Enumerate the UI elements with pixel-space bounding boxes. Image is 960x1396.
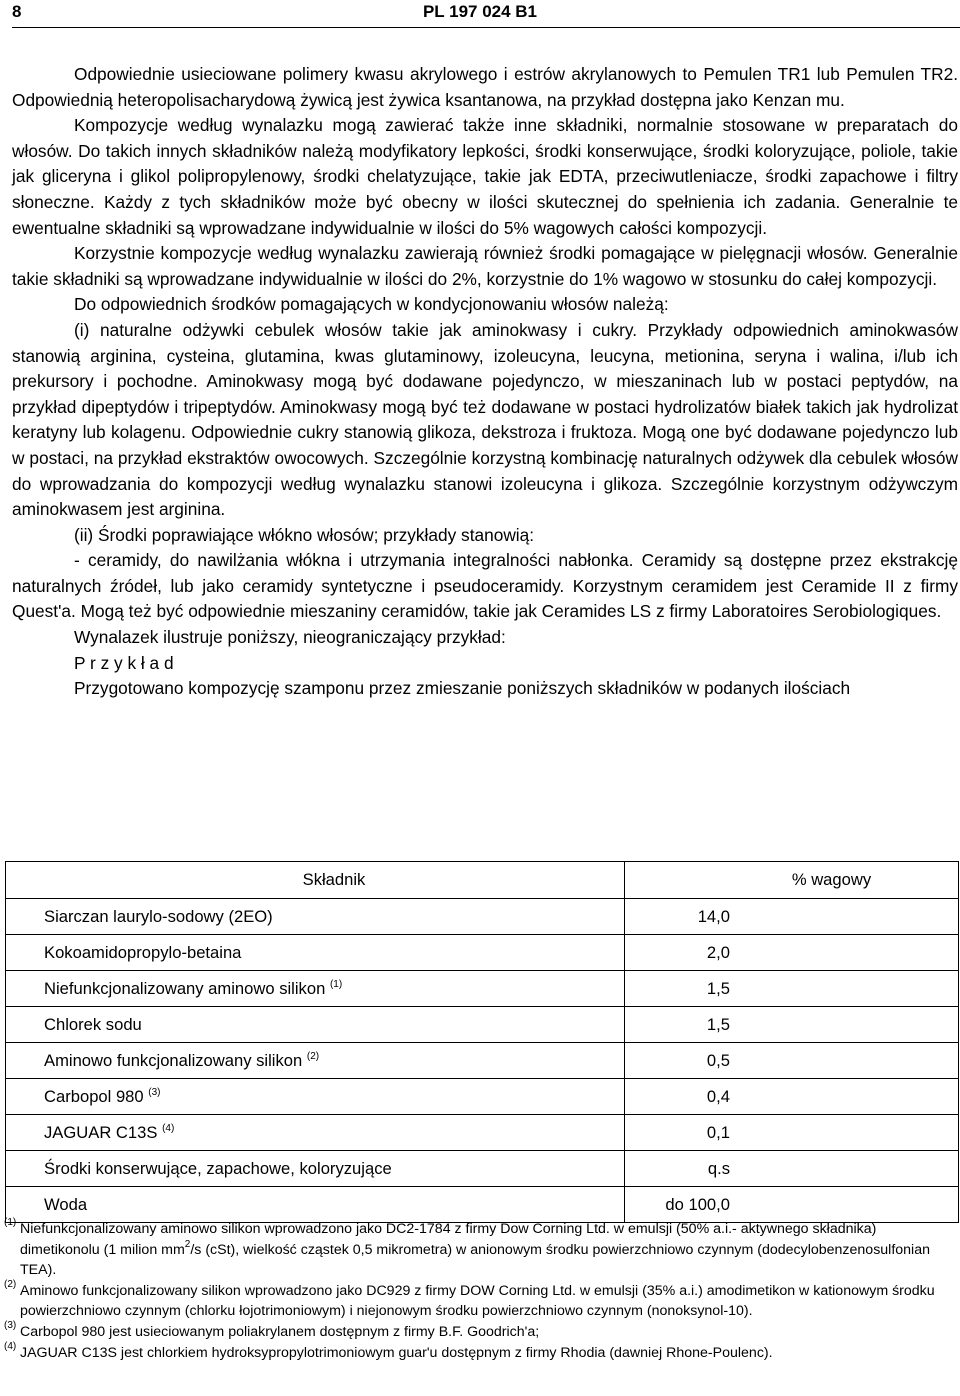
page-header: [0, 2, 960, 26]
paragraph: Do odpowiednich środków pomagających w kondycjonowaniu włosów należą:: [74, 294, 669, 315]
paragraph: Przygotowano kompozycję szamponu przez zmieszanie poniższych składników w podanych ilościach: [74, 678, 851, 699]
footnote-ref: (3): [148, 1086, 161, 1098]
ingredient-cell: Chlorek sodu: [6, 1007, 625, 1043]
paragraph: - ceramidy, do nawilżania włókna i utrzymania integralności nabłonka. Ceramidy są dostępne przez ekstrakcję naturalnych źródeł, lub jako ceramidy syntetyczne i pseudoceramidy. Korzystnym ceramidem jest Ceramide II z firmy Quest'a. Mogą też być odpowiednie mieszaniny ceramidów, takie jak Ceramides LS z firmy Laboratoires Serobiologiques.: [12, 550, 958, 622]
value-cell: 0,5: [625, 1043, 959, 1079]
value-cell: q.s: [625, 1151, 959, 1187]
ingredient-cell: Siarczan laurylo-sodowy (2EO): [6, 899, 625, 935]
page-number: 8: [12, 2, 22, 21]
footnote-ref: (1): [329, 978, 343, 990]
value-cell: 14,0: [625, 899, 959, 935]
table-header-row: [6, 862, 959, 899]
table-row: [6, 899, 959, 935]
value-cell: 0,1: [625, 1115, 959, 1151]
value-cell: 1,5: [625, 1007, 959, 1043]
ingredient-cell: Niefunkcjonalizowany aminowo silikon $^{(1)}$: [6, 971, 625, 1007]
table-row: [6, 1151, 959, 1187]
composition-table: [5, 861, 959, 1223]
footnote-ref: (4): [162, 1122, 175, 1134]
body-text: [12, 62, 958, 702]
value-cell: 2,0: [625, 935, 959, 971]
paragraph: Wynalazek ilustruje poniższy, nieograniczający przykład:: [74, 627, 506, 648]
table-row: [6, 1007, 959, 1043]
table-row: [6, 1115, 959, 1151]
table-row: [6, 1043, 959, 1079]
table-row: [6, 1079, 959, 1115]
value-cell: 1,5: [625, 971, 959, 1007]
footnotes: [0, 1219, 958, 1363]
footnote-mark: (2): [4, 1278, 17, 1290]
footnote: (1) Niefunkcjonalizowany aminowo silikon wprowadzono jako DC2-1784 z firmy Dow Corning Ltd. w emulsji (50% a.i.- aktywnego składnika) dimetikonolu (1 milion $mm^2/s$ (cSt), wielkość cząstek 0,5 mikrometra) w anionowym środku powierzchniowo czynnym (dodecylobenzenosulfonian TEA).: [0, 1219, 958, 1281]
paragraph: (i) naturalne odżywki cebulek włosów takie jak aminokwasy i cukry. Przykłady odpowiednich aminokwasów stanowią arginina, cysteina, glutamina, kwas glutaminowy, izoleucyna, leucyna, metionina, seryna i walina, i/lub ich prekursory i pochodne. Aminokwasy mogą być dodawane pojedynczo, w mieszaninach lub w postaci peptydów, na przykład dipeptydów i tripeptydów. Aminokwasy mogą być też dodawane w postaci hydrolizatów białek takich jak hydrolizat keratyny lub kolagenu. Odpowiednie cukry stanowią glikoza, dekstroza i fruktoza. Mogą one być dodawane pojedynczo lub w postaci, na przykład ekstraktów owocowych. Szczególnie korzystną kombinację naturalnych odżywek dla cebulek włosów do wprowadzania do kompozycji według wynalazku stanowi izoleucyna i glikoza. Szczególnie korzystnym odżywczym aminokwasem jest arginina.: [12, 319, 958, 520]
table-row: [6, 1187, 959, 1223]
ingredient-cell: Woda: [6, 1187, 625, 1223]
value-cell: do 100,0: [625, 1187, 959, 1223]
ingredient-cell: Kokoamidopropylo-betaina: [6, 935, 625, 971]
footnote-ref: (2): [306, 1050, 320, 1062]
ingredient-cell: Środki konserwujące, zapachowe, koloryzujące: [6, 1151, 625, 1187]
paragraph: (ii) Środki poprawiające włókno włosów; przykłady stanowią:: [74, 524, 535, 545]
footnote-mark: (1): [4, 1217, 17, 1228]
ingredient-cell: Carbopol 980 $^{(3)}$: [6, 1079, 625, 1115]
header-ingredient: Składnik: [6, 862, 625, 899]
document-number: PL 197 024 B1: [422, 2, 538, 21]
ingredient-cell: JAGUAR C13S $^{(4)}$: [6, 1115, 625, 1151]
value-cell: 0,4: [625, 1079, 959, 1115]
header-weight-percent: % wagowy: [625, 862, 959, 899]
paragraph: Korzystnie kompozycje według wynalazku zawierają również środki pomagające w pielęgnacji włosów. Generalnie takie składniki są wprowadzane indywidualnie w ilości do 2%, korzystnie do 1% wagowo w stosunku do całej kompozycji.: [12, 243, 958, 289]
footnote-mark: (4): [4, 1340, 17, 1352]
paragraph: Kompozycje według wynalazku mogą zawierać także inne składniki, normalnie stosowane w preparatach do włosów. Do takich innych składników należą modyfikatory lepkości, środki konserwujące, środki koloryzujące, poliole, takie jak gliceryna i glikol polipropylenowy, środki chelatyzujące, takie jak EDTA, przeciwutleniacze, środki zapachowe i filtry słoneczne. Każdy z tych składników może być obecny w ilości skutecznej do spełnienia ich zadania. Generalnie te ewentualne składniki są wprowadzane indywidualnie w ilości do 5% wagowych całości kompozycji.: [12, 115, 958, 238]
header-rule: [12, 27, 960, 28]
footnote: (4) JAGUAR C13S jest chlorkiem hydroksypropylotrimoniowym guar'u dostępnym z firmy Rhodia (dawniej Rhone-Poulenc).: [0, 1343, 958, 1364]
footnote: (2) Aminowo funkcjonalizowany silikon wprowadzono jako DC929 z firmy DOW Corning Ltd. w emulsji (35% a.i.) amodimetikon w kationowym środku powierzchniowo czynnym (chlorku łojotrimoniowym) i niejonowym środku powierzchniowo czynnym (nonoksynol-10).: [0, 1281, 958, 1322]
footnote: (3) Carbopol 980 jest usieciowanym poliakrylanem dostępnym z firmy B.F. Goodrich'a;: [0, 1322, 958, 1343]
paragraph: Odpowiednie usieciowane polimery kwasu akrylowego i estrów akrylanowych to Pemulen TR1 lub Pemulen TR2. Odpowiednią heteropolisacharydową żywicą jest żywica ksantanowa, na przykład dostępna jako Kenzan mu.: [12, 64, 958, 110]
ingredient-cell: Aminowo funkcjonalizowany silikon $^{(2)}$: [6, 1043, 625, 1079]
example-heading: P r z y k ł a d: [74, 652, 174, 673]
footnote-mark: (3): [4, 1319, 17, 1331]
table-row: [6, 971, 959, 1007]
table-row: [6, 935, 959, 971]
